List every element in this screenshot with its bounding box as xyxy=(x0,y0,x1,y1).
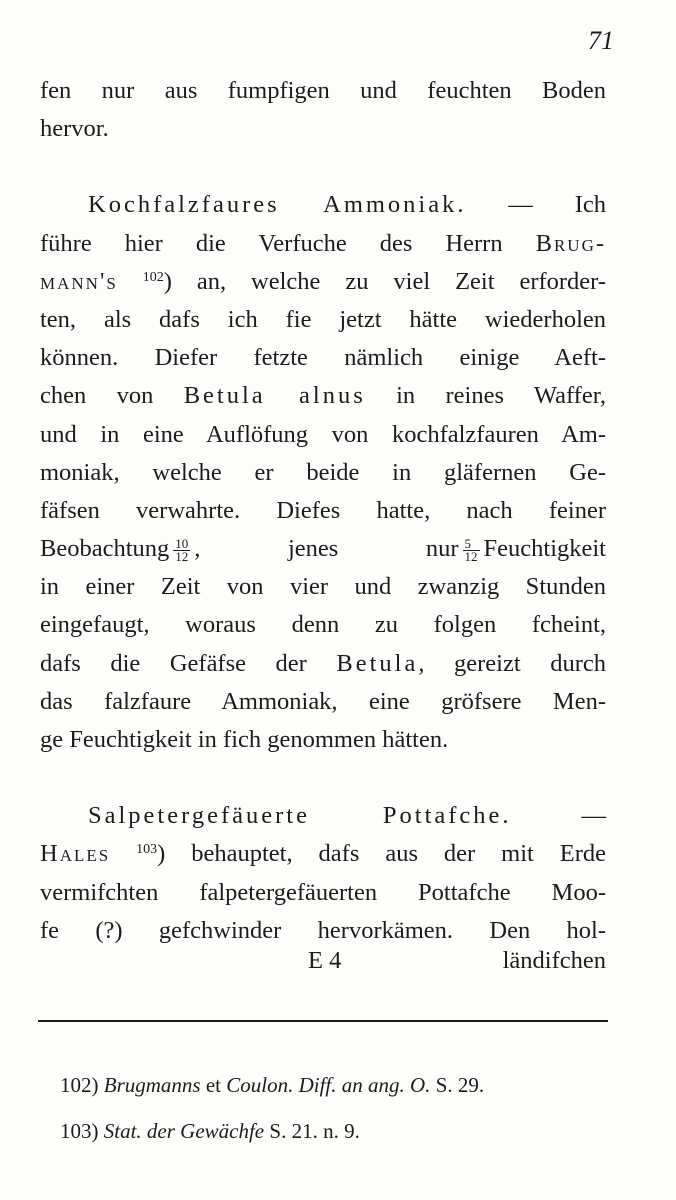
text-line xyxy=(40,110,606,148)
text-span: können. Diefer fetzte nämlich einige Aeft- xyxy=(40,344,606,372)
footnote-item xyxy=(60,1062,600,1108)
text-line xyxy=(40,835,606,873)
footnotes xyxy=(60,1062,600,1154)
text-span: hervor. xyxy=(40,115,109,143)
author-name: Brug- xyxy=(535,229,607,257)
section-heading: Kochfalzfaures Ammoniak. xyxy=(88,191,467,219)
text-line xyxy=(40,454,606,492)
text-span: fe (?) gefchwinder hervorkämen. Den hol- xyxy=(40,916,606,944)
text-line xyxy=(40,416,606,454)
footnote-reference: Brugmanns xyxy=(103,1073,201,1097)
text-span: , jenes nur xyxy=(194,535,459,563)
footnote-marker: 102 xyxy=(142,269,164,285)
text-span: ) an, welche zu viel Zeit erforder- xyxy=(163,267,606,295)
text-line xyxy=(40,339,606,377)
page-number: 71 xyxy=(588,26,614,55)
text-line xyxy=(40,72,606,110)
text-span: und in eine Auflöfung von kochfalzfauren Am- xyxy=(40,420,606,448)
species-name: Betula alnus xyxy=(183,382,366,410)
text-span: ) behauptet, dafs aus der mit Erde xyxy=(157,840,607,868)
genus-name: Betula xyxy=(336,649,419,677)
body-text xyxy=(40,72,606,950)
fraction xyxy=(463,535,480,564)
text-span: dafs die Gefäfse der xyxy=(40,649,307,677)
text-line xyxy=(40,225,606,263)
fraction-numerator: 10 xyxy=(175,535,189,551)
signature-mark: E 4 xyxy=(308,947,342,974)
text-span: chen von xyxy=(40,382,154,410)
page-footer-row xyxy=(40,942,606,980)
fraction-denominator: 12 xyxy=(175,548,189,564)
text-line xyxy=(40,721,606,759)
author-name: Hales xyxy=(40,840,111,868)
text-span: vermifchten falpetergefäuerten Pottafche Moo- xyxy=(40,878,606,906)
text-span: in reines Waffer, xyxy=(396,382,607,410)
section-heading: Salpetergefäuerte Pottafche. xyxy=(88,802,512,830)
catchword: ländifchen xyxy=(502,947,606,974)
text-line xyxy=(40,606,606,644)
footnote-number: 102) xyxy=(60,1073,99,1097)
footnote-marker: 103 xyxy=(136,842,158,858)
author-name: mann's xyxy=(40,267,118,295)
text-line xyxy=(40,568,606,606)
text-span: ten, als dafs ich fie jetzt hätte wiederholen xyxy=(40,305,606,333)
fraction-numerator: 5 xyxy=(463,538,480,551)
fraction-denominator: 12 xyxy=(464,548,478,564)
text-span: — Ich xyxy=(508,191,606,219)
text-line xyxy=(40,492,606,530)
text-span: führe hier die Verfuche des Herrn xyxy=(40,229,503,257)
text-span: fen nur aus fumpfigen und feuchten Boden xyxy=(40,77,606,104)
text-span: fäfsen verwahrte. Diefes hatte, nach feiner xyxy=(40,496,606,524)
footnote-reference: Stat. der Gewächfe xyxy=(103,1119,265,1143)
text-span: das falzfaure Ammoniak, eine gröfsere Men- xyxy=(40,687,606,715)
footnote-number: 103) xyxy=(60,1119,99,1143)
text-span: moniak, welche er beide in gläfernen Ge- xyxy=(40,458,606,486)
text-span: in einer Zeit von vier und zwanzig Stunden xyxy=(40,573,606,601)
footnote-text: et xyxy=(205,1073,221,1097)
footnote-location: S. 29. xyxy=(435,1073,485,1097)
footnote-reference: Coulon. Diff. an ang. O. xyxy=(226,1073,431,1097)
text-line xyxy=(40,683,606,721)
text-line xyxy=(40,301,606,339)
fraction xyxy=(173,535,190,564)
paragraph-gap xyxy=(40,759,606,797)
paragraph-gap xyxy=(40,148,606,186)
footnote-item xyxy=(60,1108,600,1154)
text-line xyxy=(40,645,606,683)
text-span: — xyxy=(581,802,606,830)
text-span: Beobachtung xyxy=(40,535,170,563)
footnote-location: S. 21. n. 9. xyxy=(269,1119,360,1143)
footnote-divider xyxy=(38,1020,608,1022)
text-line xyxy=(40,530,606,568)
text-line xyxy=(40,874,606,912)
text-span: ge Feuchtigkeit in fich genommen hätten. xyxy=(40,726,449,753)
text-line xyxy=(40,377,606,415)
text-line xyxy=(40,186,606,224)
text-span: Feuchtigkeit xyxy=(483,535,606,563)
text-line xyxy=(40,263,606,301)
text-line xyxy=(40,797,606,835)
text-span: eingefaugt, woraus denn zu folgen fcheint, xyxy=(40,611,606,639)
text-span: , gereizt durch xyxy=(418,649,607,677)
